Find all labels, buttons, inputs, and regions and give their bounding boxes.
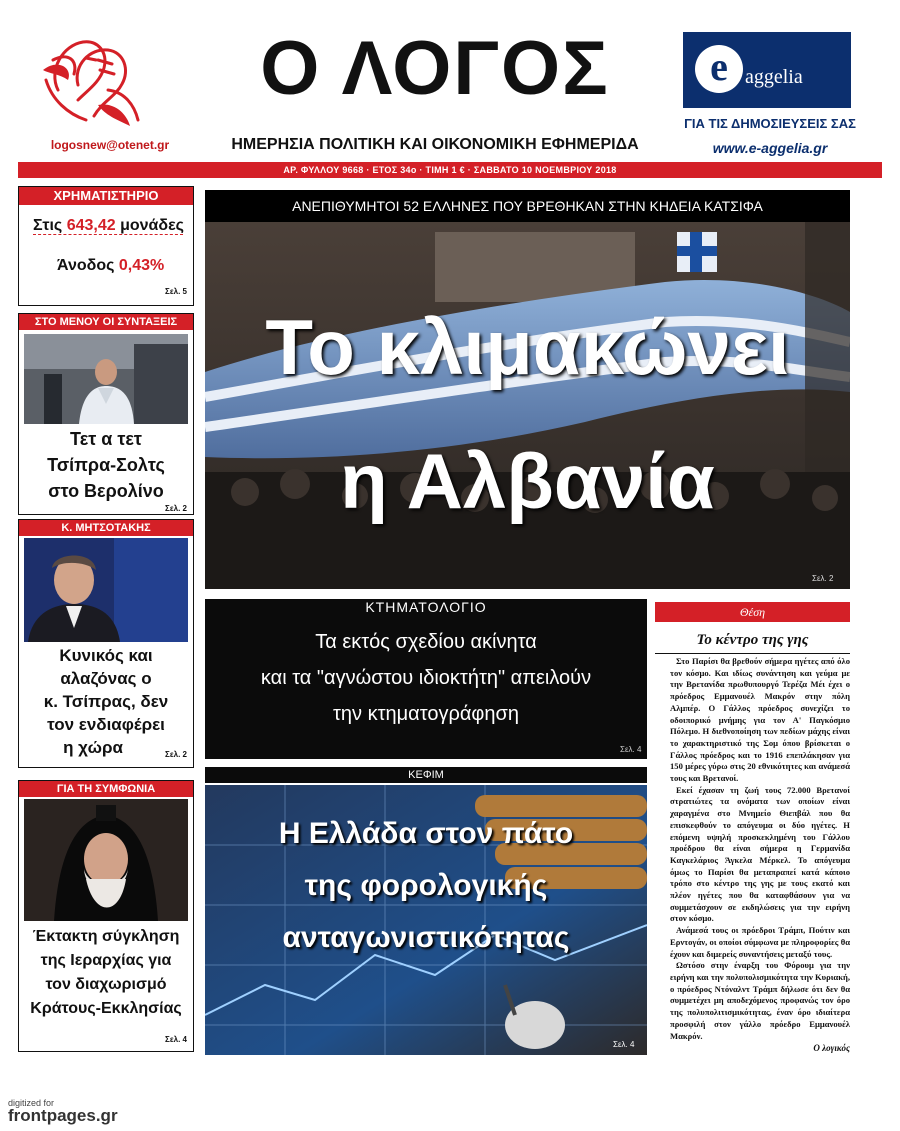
kefim-headline	[205, 808, 647, 964]
stock-value-2: 0,43%	[118, 257, 165, 274]
stock-suffix-1: μονάδες	[115, 217, 184, 234]
ktimatologio-label: ΚΤΗΜΑΤΟΛΟΓΙΟ	[365, 599, 487, 615]
kefim-line-3: ανταγωνιστικότητας	[282, 921, 570, 954]
eaggelia-tagline: ΓΙΑ ΤΙΣ ΔΗΜΟΣΙΕΥΣΕΙΣ ΣΑΣ	[684, 116, 856, 131]
eaggelia-word: aggelia	[745, 66, 803, 88]
story-mitsotakis[interactable]	[18, 519, 194, 768]
ktimatologio-line-3: την κτηματογράφηση	[333, 703, 519, 725]
thesi-body	[670, 656, 850, 1042]
newspaper-title: Ο ΛΟΓΟΣ	[260, 26, 610, 111]
lead-page-ref: Σελ. 2	[812, 574, 834, 583]
stock-line-2	[57, 257, 164, 275]
masthead-email[interactable]: logosnew@otenet.gr	[50, 138, 170, 152]
story-tsipras-scholz[interactable]	[18, 313, 194, 515]
kefim-label: ΚΕΦΙΜ	[205, 767, 647, 783]
story3-line-4: Κράτους-Εκκλησίας	[30, 1000, 182, 1017]
thesi-paragraph-2: Εκεί έχασαν τη ζωή τους 72.000 Βρετανοί στρατιώτες τα ονόματα των οποίων είναι χαραγμένα στο Μνημείο Θιεπβάλ που θα επισκεφθούν το απόγευμα οι δύο ηγέτες. Η επόμενη υψηλή προσκεκλημένη του Γάλλου προέδρου θα είναι σήμερα η Γερμανίδα Καγκελάριος Άγκελα Μέρκελ. Το απόγευμα όμως το Παρίσι θα μεταπραπεί κατά κάποιο τρόπο στο κέντρο της γης με τους εκατό και πλέον ηγέτες που θα καταφθάσουν για να συμμετάσχουν σε εκδηλώσεις για την ειρήνη στον κόσμο.	[670, 784, 850, 924]
thesi-title: Το κέντρο της γης	[655, 632, 850, 654]
tsipras-photo	[24, 334, 188, 424]
story1-line-2: Τσίπρα-Σολτς	[47, 455, 165, 475]
lead-headline-line-1: Το κλιμακώνει	[265, 303, 790, 391]
story2-line-4: τον ενδιαφέρει	[47, 715, 165, 734]
stock-prefix-2: Άνοδος	[57, 257, 119, 274]
kefim-page-ref: Σελ. 4	[613, 1040, 635, 1049]
story1-line-1: Τετ α τετ	[70, 429, 142, 449]
story3-line-2: της Ιεραρχίας για	[40, 952, 172, 969]
newspaper-subtitle: ΗΜΕΡΗΣΙΑ ΠΟΛΙΤΙΚΗ ΚΑΙ ΟΙΚΟΝΟΜΙΚΗ ΕΦΗΜΕΡΙΔΑ	[231, 136, 639, 153]
credit-line-2[interactable]: frontpages.gr	[8, 1106, 118, 1125]
ktimatologio-page-ref: Σελ. 4	[620, 745, 642, 754]
stock-line-1	[33, 217, 184, 235]
eaggelia-logo-icon: e	[695, 45, 743, 93]
story1-header: ΣΤΟ ΜΕΝΟΥ ΟΙ ΣΥΝΤΑΞΕΙΣ	[19, 314, 193, 330]
ktimatologio-line-2: και τα "αγνώστου ιδιοκτήτη" απειλούν	[260, 667, 592, 689]
eaggelia-url[interactable]: www.e-aggelia.gr	[712, 140, 828, 156]
archbishop-photo	[24, 799, 188, 921]
stock-value-1: 643,42	[66, 217, 116, 234]
story2-line-2: αλαζόνας ο	[60, 669, 152, 688]
stock-divider	[33, 234, 183, 235]
kefim-line-1: Η Ελλάδα στον πάτο	[278, 817, 574, 850]
thesi-paragraph-1: Στο Παρίσι θα βρεθούν σήμερα ηγέτες από όλο τον κόσμο. Και ιδίως συνάντηση και γεύμα με την Βρετανίδα πρωθυπουργό Τερέζα Μέι έχει ο πρόεδρος Εμμανουέλ Μακρόν στην πόλη Αλμπέρ. Ο Γάλλος πρόεδρος συνεχίζει το οδοιπορικό μνήμης για τον Α' Παγκόσμιο Πόλεμο. Η διεθνοποίηση των πεδίων μάχης είναι το χαρακτηριστικό της Σομ όπου βρίσκεται ο Γάλλος πρόεδρος και το 1916 επεπλάκησαν για 150 μέρες γύρω στις 20 εθνικότητες και ανάμεσά τους και Βρετανοί.	[670, 656, 850, 784]
thesi-paragraph-3: Ανάμεσά τους οι πρόεδροι Τράμπ, Πούτιν και Ερντογάν, οι οποίοι σύμφωνα με πληροφορίες θα έχουν και διμερείς συναντήσεις μεταξύ τους.	[670, 925, 850, 959]
thesi-label: Θέση	[655, 602, 850, 622]
story3-page-ref: Σελ. 4	[165, 1035, 187, 1044]
story3-header: ΓΙΑ ΤΗ ΣΥΜΦΩΝΙΑ	[19, 781, 193, 797]
credit-line-1: digitized for	[8, 1098, 55, 1108]
story-hierarchy[interactable]	[18, 780, 194, 1052]
story3-line-3: τον διαχωρισμό	[45, 976, 167, 993]
thesi-paragraph-4: Ωστόσο στην έναρξη του Φόρουμ για την ειρήνη και την πολυπολισμικότητα την Κυριακή, ο πρόεδρος Ντόναλντ Τράμπ δήλωσε ότι δεν θα συμμετέχει μη αποδεχόμενος προφανώς τον όρο της πολυπολιτισμικότητας, έναν όρο ιδιαίτερα προσφιλή στον γάλλο πρόεδρο Εμμανουέλ Μακρόν.	[670, 960, 850, 1041]
lead-headline-line-2: η Αλβανία	[340, 437, 715, 525]
story2-line-5: η χώρα	[63, 738, 123, 757]
story1-line-3: στο Βερολίνο	[48, 481, 164, 501]
story2-page-ref: Σελ. 2	[165, 750, 187, 759]
kefim-line-2: της φορολογικής	[304, 869, 548, 902]
stock-prefix-1: Στις	[33, 217, 67, 234]
ktimatologio-headline	[210, 624, 642, 732]
thesi-signature: Ο λογικός	[813, 1043, 850, 1053]
story2-header: Κ. ΜΗΤΣΟΤΑΚΗΣ	[19, 520, 193, 536]
lead-kicker: ΑΝΕΠΙΘΥΜΗΤΟΙ 52 ΕΛΛΗΝΕΣ ΠΟΥ ΒΡΕΘΗΚΑΝ ΣΤΗΝ ΚΗΔΕΙΑ ΚΑΤΣΙΦΑ	[205, 190, 850, 222]
mitsotakis-photo	[24, 538, 188, 642]
story1-page-ref: Σελ. 2	[165, 504, 187, 513]
story2-line-3: κ. Τσίπρας, δεν	[43, 692, 169, 711]
story2-line-1: Κυνικός και	[59, 646, 153, 665]
story3-line-1: Έκτακτη σύγκληση	[32, 928, 180, 945]
ktimatologio-line-1: Τα εκτός σχεδίου ακίνητα	[315, 631, 537, 653]
lead-headline	[205, 280, 850, 548]
issue-info-bar: ΑΡ. ΦΥΛΛΟΥ 9668 · ΕΤΟΣ 34ο · ΤΙΜΗ 1 € · ΣΑΒΒΑΤΟ 10 ΝΟΕΜΒΡΙΟΥ 2018	[18, 162, 882, 178]
stock-box[interactable]	[18, 186, 194, 306]
logo-faces-icon	[38, 30, 148, 130]
stock-page-ref: Σελ. 5	[165, 287, 187, 296]
stock-header: ΧΡΗΜΑΤΙΣΤΗΡΙΟ	[19, 187, 193, 205]
